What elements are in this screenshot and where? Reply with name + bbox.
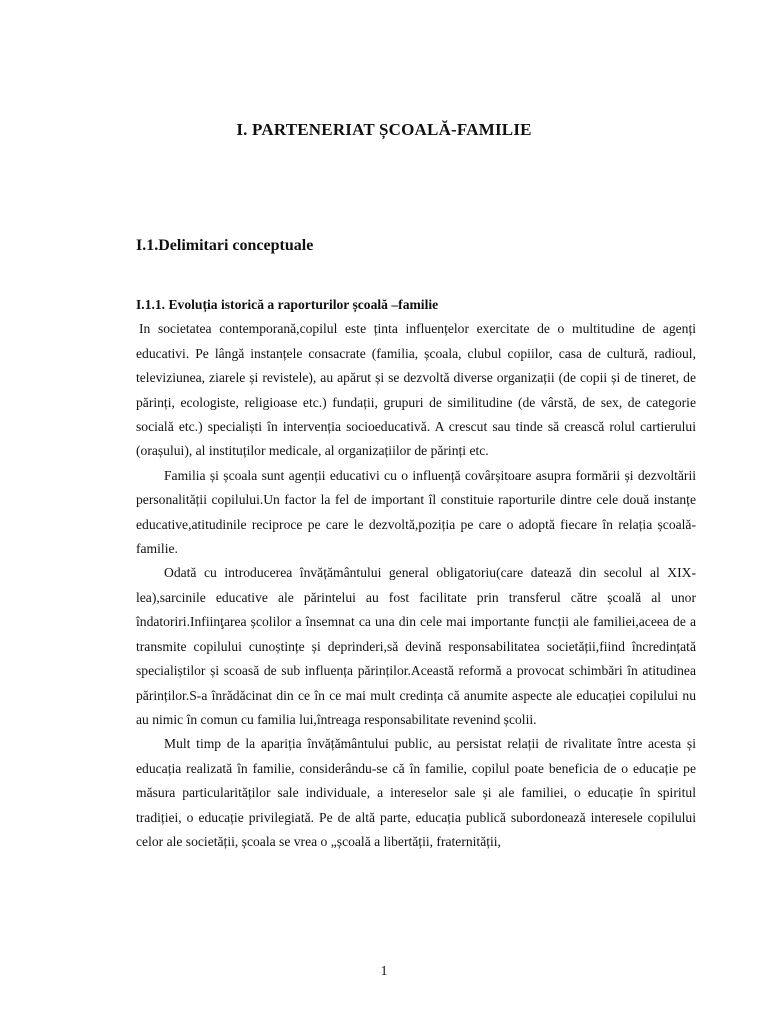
section-title: I.1.Delimitari conceptuale	[136, 237, 314, 254]
body-text	[136, 293, 696, 854]
paragraph-4: Mult timp de la apariția învățământului public, au persistat relații de rivalitate între acesta și educația realizată în familie, considerându-se că în familie, copilul poate beneficia de o educație pe măsura particularităților sale individuale, a intereselor sale și ale familiei, o educație în spiritul tradiției, o educație privilegiată. Pe de altă parte, educația publică subordonează interesele copilului celor ale societății, școala se vrea o „școală a libertății, fraternității,	[136, 736, 696, 849]
paragraph-3: Odată cu introducerea învățământului general obligatoriu(care datează din secolul al XIX-lea),sarcinile educative ale părintelui au fost facilitate prin transferul către școală al unor îndatoriri.Infiinţarea școlilor a însemnat ca una din cele mai importante funcții ale familiei,aceea de a transmite copilului cunoștințe și deprinderi,să devină responsabilitatea societății,fiind încredințată specialiștilor și scoasă de sub influența părinților.Această reformă a provocat schimbări în atitudinea părinților.S-a înrădăcinat din ce în ce mai mult credința că anumite aspecte ale educației copilului nu au nimic în comun cu familia lui,întreaga responsabilitate revenind școlii.	[136, 565, 696, 727]
paragraph-2: Familia și școala sunt agenții educativi cu o influență covârșitoare asupra formării și dezvoltării personalității copilului.Un factor la fel de important îl constituie raporturile dintre cele două instanțe educative,atitudinile reciproce pe care le dezvoltă,poziția pe care o adoptă fiecare în relația școală-familie.	[136, 467, 696, 557]
chapter-title: I. PARTENERIAT ȘCOALĂ-FAMILIE	[236, 120, 532, 139]
paragraph-1: In societatea contemporană,copilul este ținta influențelor exercitate de o multitudine de agenți educativi. Pe lângă instanțele consacrate (familia, școala, clubul copiilor, casa de cultură, radioul, televiziunea, ziarele și revistele), au apărut și se dezvoltă diverse organizații (de copii și de tineret, de părinți, ecologiste, religioase etc.) fundații, grupuri de similitudine (de vârstă, de sex, de categorie socială etc.) specialiști în intervenția socioeducativă. A crescut sau tinde să crească rolul cartierului (orașului), al instituților medicale, al organizațiilor de părinți etc.	[136, 321, 696, 459]
subsection-title: I.1.1. Evoluția istorică a raporturilor școală –familie	[136, 297, 439, 312]
page-number: 1	[380, 963, 388, 978]
